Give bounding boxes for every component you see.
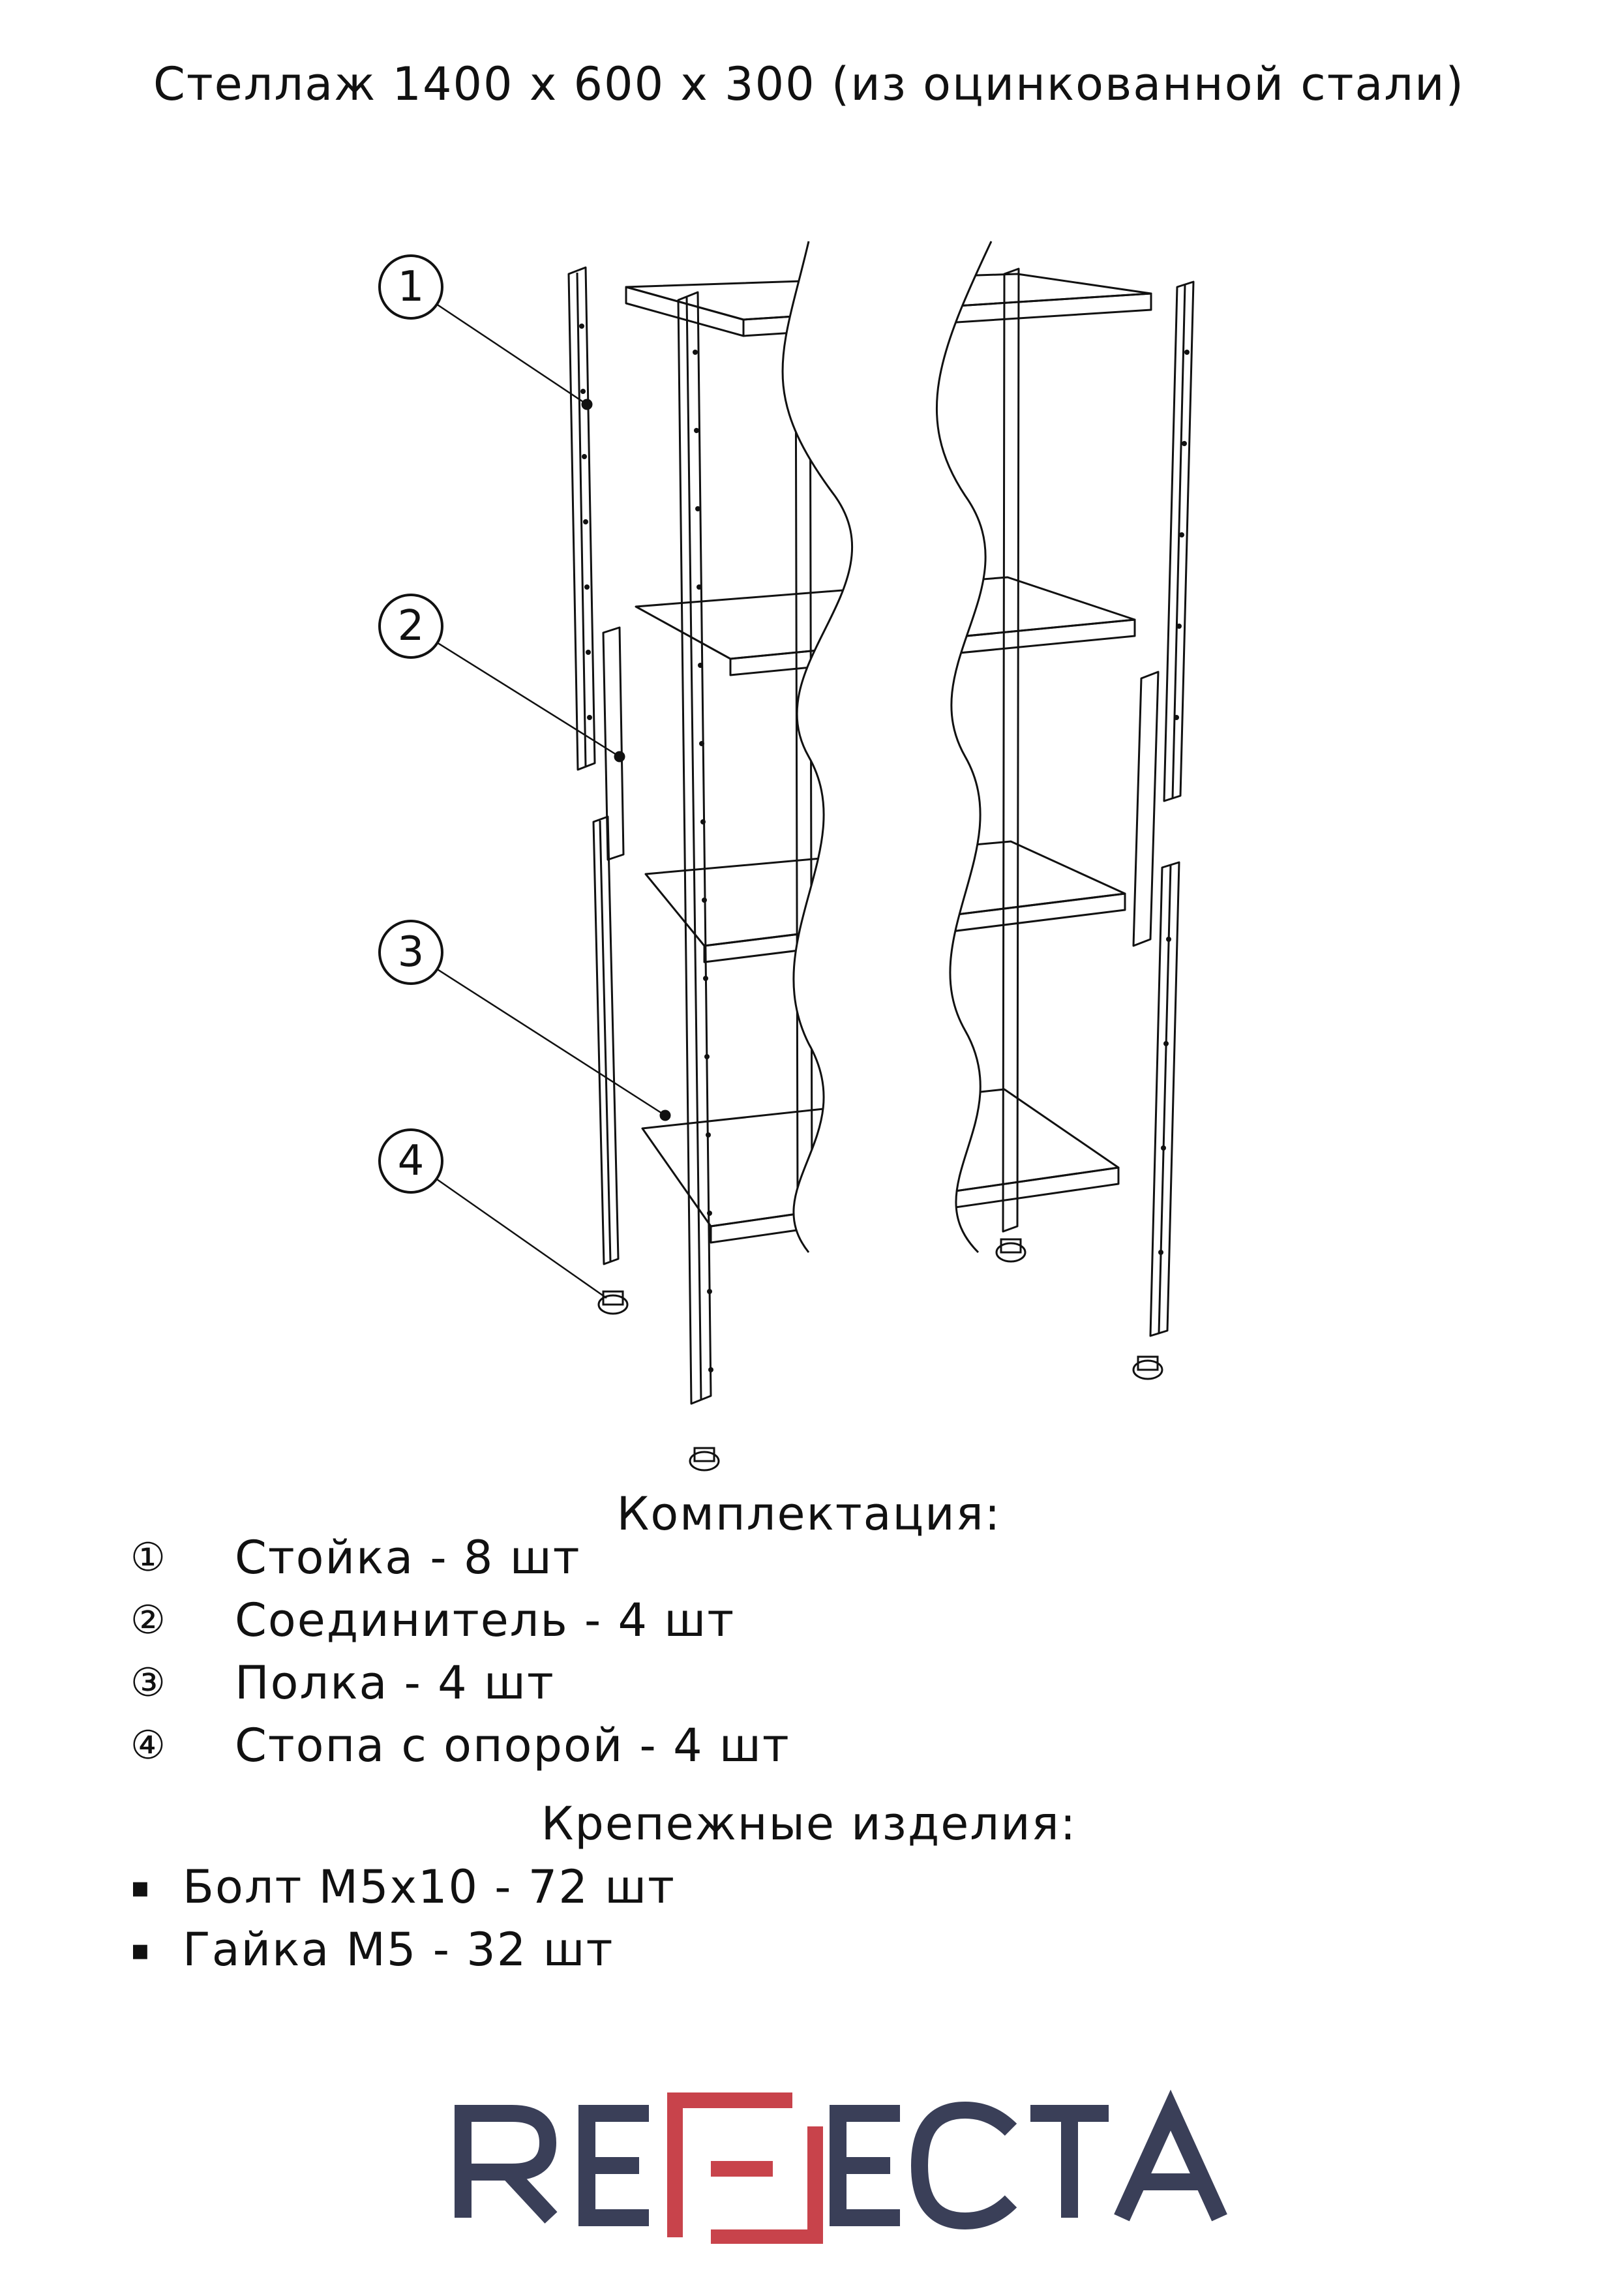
kit-item-text: Стойка - 8 шт [235,1531,581,1584]
fasteners-heading: Крепежные изделия: [541,1797,1077,1850]
kit-heading: Комплектация: [616,1487,1002,1541]
fastener-text: Гайка М5 - 32 шт [183,1923,614,1976]
kit-item-number: ④ [130,1723,167,1768]
callout-4: 4 [378,1128,443,1194]
kit-item-text: Полка - 4 шт [235,1656,555,1710]
fastener-item [130,1856,676,1918]
callout-3: 3 [378,920,443,985]
bullet-icon: ▪ [130,1870,151,1904]
kit-item [130,1589,790,1652]
callout-1: 1 [378,254,443,320]
page-title: Стеллаж 1400 x 600 x 300 (из оцинкованной стали) [153,57,1465,111]
fasteners-list [130,1856,676,1981]
kit-item [130,1714,790,1777]
kit-item [130,1526,790,1589]
shelving-exploded-view-icon [339,222,1278,1481]
bullet-icon: ▪ [130,1933,151,1967]
kit-item-text: Соединитель - 4 шт [235,1594,736,1647]
kit-item [130,1652,790,1714]
kit-item-number: ① [130,1535,167,1580]
kit-list [130,1526,790,1777]
kit-item-number: ② [130,1597,167,1643]
shelving-diagram [339,222,1278,1481]
fastener-text: Болт М5х10 - 72 шт [183,1860,676,1914]
fastener-item [130,1918,676,1981]
kit-item-number: ③ [130,1660,167,1706]
callout-2: 2 [378,594,443,659]
kit-item-text: Стопа с опорой - 4 шт [235,1719,790,1772]
brand-logo [450,2074,1233,2244]
